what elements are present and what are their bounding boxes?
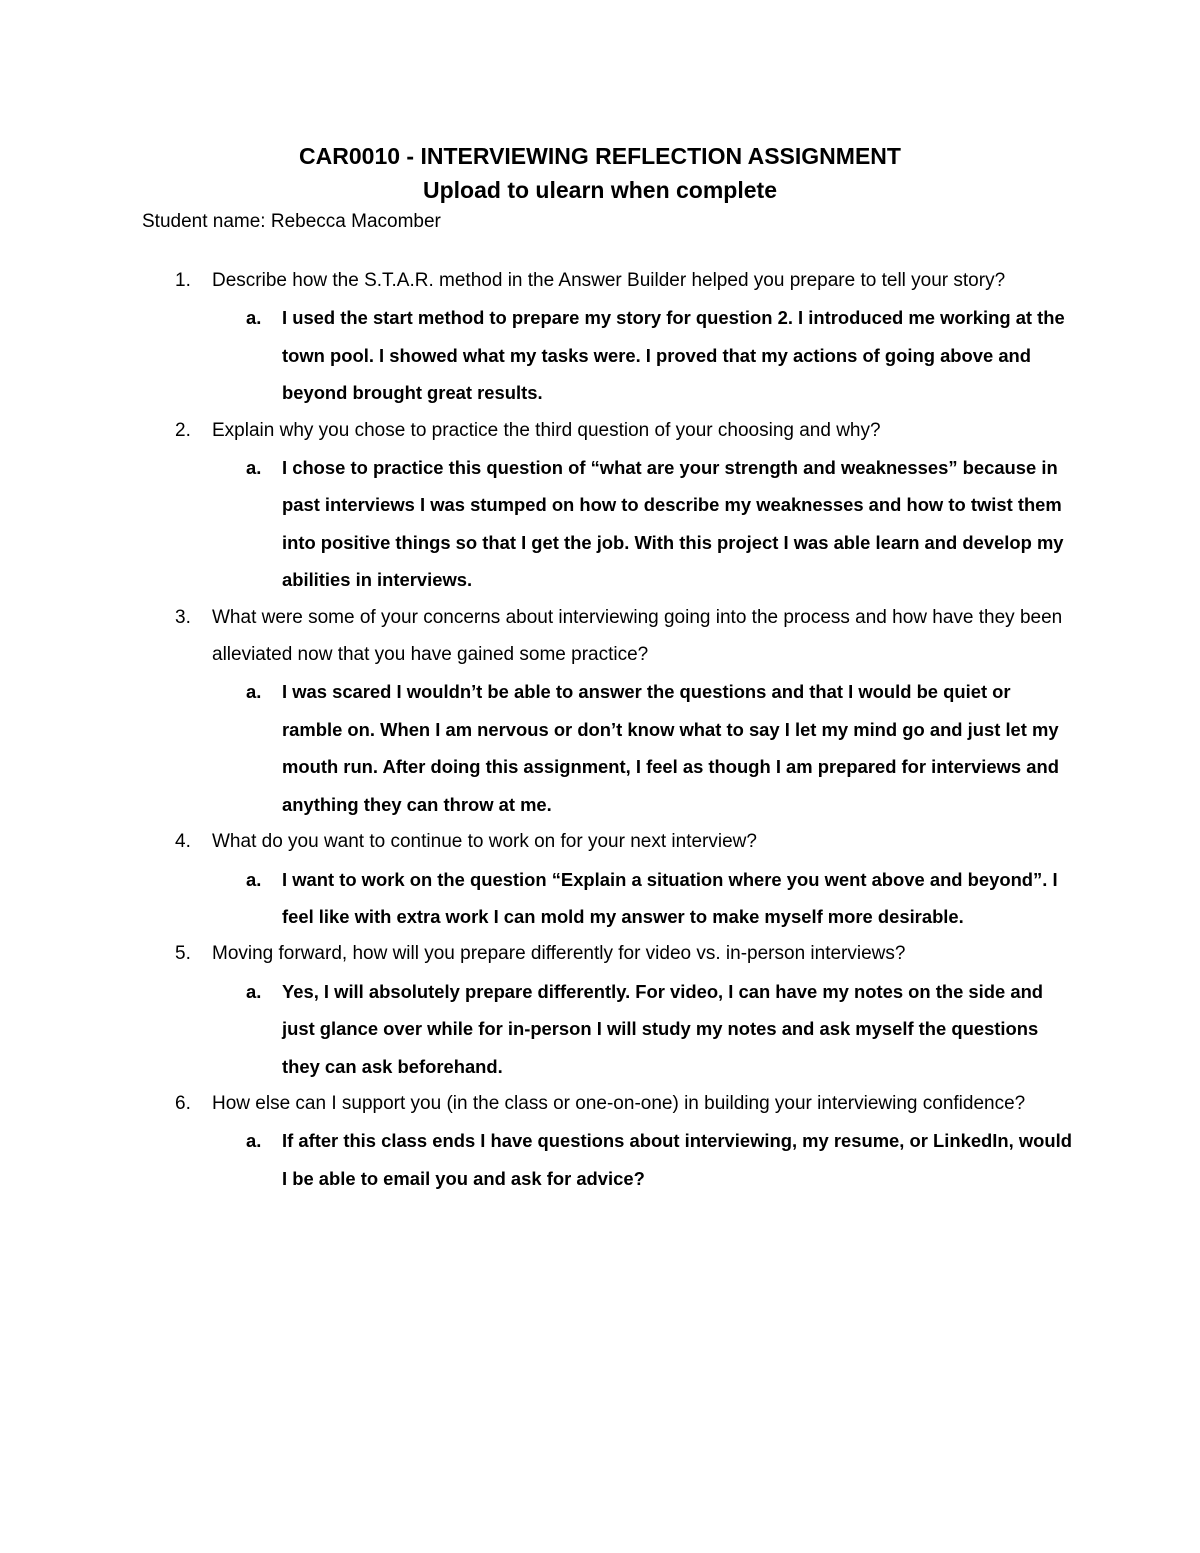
question-number: 1.: [175, 270, 191, 291]
question-item: [0, 935, 1200, 1085]
answer-text: I chose to practice this question of “what are your strength and weaknesses” because in past interviews I was stumped on how to describe my weaknesses and how to twist them into positive things so that I get the job. With this project I was able learn and develop my abilities in interviews.: [282, 457, 1064, 591]
answer-label: a.: [246, 1130, 262, 1152]
question-text: Explain why you chose to practice the third question of your choosing and why?: [212, 419, 881, 441]
question-text: What do you want to continue to work on for your next interview?: [212, 831, 757, 853]
answer-label: a.: [246, 307, 262, 329]
question-number: 3.: [175, 606, 191, 628]
question-text: Describe how the S.T.A.R. method in the Answer Builder helped you prepare to tell your story?: [212, 270, 1006, 291]
answer-item: [0, 299, 1200, 411]
question-item: [0, 1085, 1200, 1197]
answer-text: Yes, I will absolutely prepare differently. For video, I can have my notes on the side and just glance over while for in-person I will study my notes and ask myself the questions they can ask beforehand.: [282, 980, 1044, 1077]
question-number: 6.: [175, 1092, 191, 1114]
answer-item: [0, 1122, 1200, 1197]
document-title: CAR0010 - INTERVIEWING REFLECTION ASSIGNMENT: [299, 143, 901, 169]
question-item: [0, 262, 1200, 412]
answer-text: I used the start method to prepare my story for question 2. I introduced me working at the town pool. I showed what my tasks were. I proved that my actions of going above and beyond brought great results.: [282, 307, 1065, 404]
question-item: [0, 599, 1200, 823]
question-number: 2.: [175, 419, 191, 441]
question-item: [0, 412, 1200, 599]
question-text: What were some of your concerns about interviewing going into the process and how have they been alleviated now that you have gained some practice?: [212, 606, 1063, 666]
question-number: 5.: [175, 943, 191, 965]
answer-label: a.: [246, 980, 262, 1002]
student-name-line: Student name: Rebecca Macomber: [142, 211, 441, 232]
document-subtitle: Upload to ulearn when complete: [423, 177, 777, 203]
answer-item: [0, 449, 1200, 599]
answer-label: a.: [246, 681, 262, 703]
answer-text: I want to work on the question “Explain a situation where you went above and beyond”. I feel like with extra work I can mold my answer to make myself more desirable.: [282, 868, 1058, 927]
answer-label: a.: [246, 457, 262, 479]
question-text: How else can I support you (in the class or one-on-one) in building your interviewing confidence?: [212, 1092, 1026, 1114]
question-list: [0, 262, 1200, 1197]
question-text: Moving forward, how will you prepare differently for video vs. in-person interviews?: [212, 943, 906, 965]
answer-item: [0, 861, 1200, 936]
answer-label: a.: [246, 868, 262, 890]
answer-text: If after this class ends I have questions about interviewing, my resume, or LinkedIn, would I be able to email you and ask for advice?: [282, 1130, 1072, 1189]
answer-item: [0, 673, 1200, 823]
answer-text: I was scared I wouldn’t be able to answer the questions and that I would be quiet or ramble on. When I am nervous or don’t know what to say I let my mind go and just let my mouth run. After doing this assignment, I feel as though I am prepared for interviews and anything they can throw at me.: [282, 681, 1059, 815]
answer-item: [0, 973, 1200, 1085]
question-number: 4.: [175, 831, 191, 853]
question-item: [0, 823, 1200, 935]
